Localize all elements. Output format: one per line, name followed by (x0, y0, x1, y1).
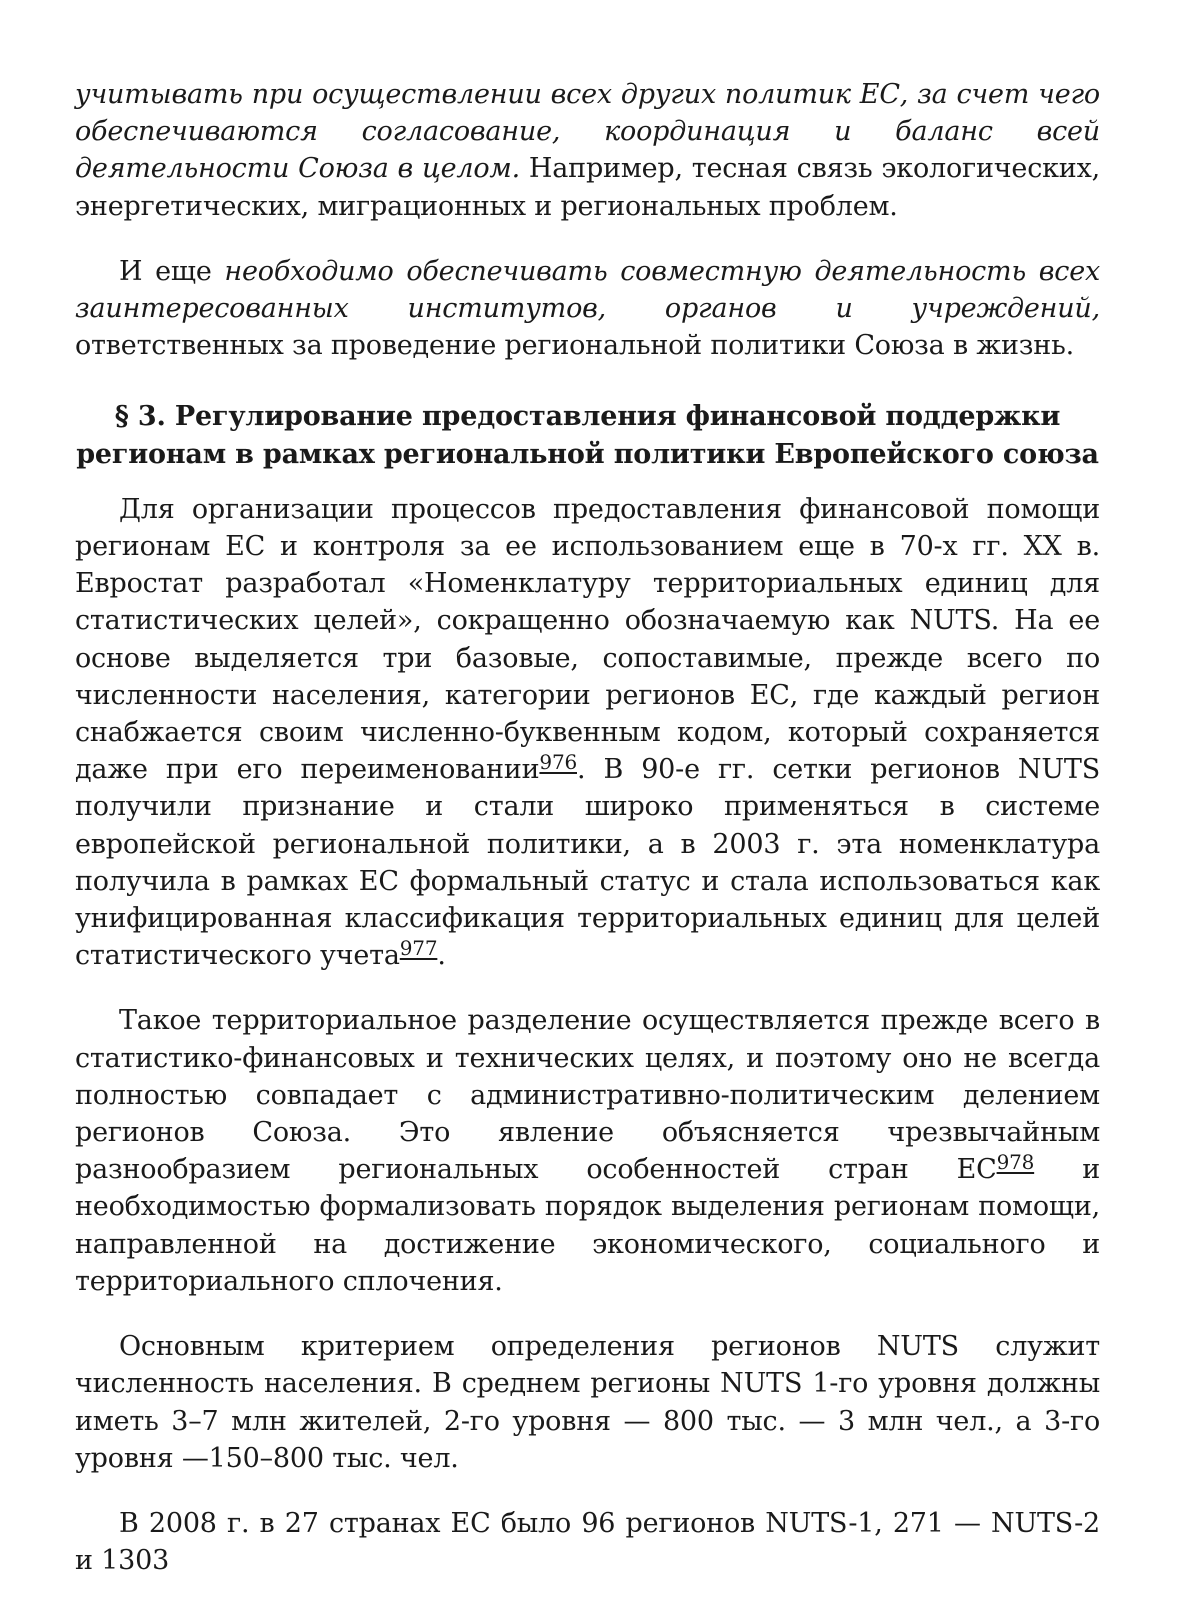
paragraph-text: ответственных за проведение региональной политики Союза в жизнь. (75, 330, 1074, 362)
italic-emphasis: учитывать при осуществлении всех других политик ЕС, за счет чего обеспечиваются согласование, координация и баланс всей деятельности Союза в целом. (75, 79, 1100, 185)
paragraph-text: Для организации процессов предоставления финансовой помощи регионам ЕС и контроля за ее использованием еще в 70-х гг. XX в. Евростат разработал «Номенклатуру территориальных единиц для статистических целей», сокращенно обозначаемую как NUTS. На ее основе выделяется три базовые, сопоставимые, прежде всего по численности населения, категории регионов ЕС, где каждый регион снабжается своим численно-буквенным кодом, который сохраняется даже при его переименовании (75, 493, 1100, 786)
document-page (75, 76, 1100, 1579)
footnote-link-976[interactable]: 976 (539, 750, 577, 775)
paragraph-nuts-counts: В 2008 г. в 27 странах ЕС было 96 регионов NUTS-1, 271 — NUTS-2 и 1303 (75, 1507, 1100, 1577)
paragraph-text: и необходимостью формализовать порядок выделения регионам помощи, направленной на достижение экономического, социального и территориального сплочения. (75, 1154, 1100, 1297)
paragraph-text: . (437, 940, 446, 972)
paragraph-policy-coordination (75, 76, 1100, 225)
paragraph-territorial-division (75, 1002, 1100, 1300)
footnote-link-978[interactable]: 978 (996, 1150, 1035, 1175)
paragraph-joint-activity (75, 253, 1100, 365)
paragraph-text: И еще (119, 255, 225, 287)
paragraph-text: . В 90-е гг. сетки регионов NUTS получили признание и стали широко применяться в системе европейской региональной политики, а в 2003 г. эта номенклатура получила в рамках ЕС формальный статус и стала использоваться как унифицированная классификация территориальных единиц для целей статистического учета (75, 754, 1100, 972)
paragraph-text: Например, тесная связь экологических, энергетических, миграционных и региональных проблем. (75, 153, 1100, 222)
paragraph-population-criterion: Основным критерием определения регионов NUTS служит численность населения. В среднем регионы NUTS 1-го уровня должны иметь 3–7 млн жителей, 2-го уровня — 800 тыс. — 3 млн чел., а 3-го уровня —150–800 тыс. чел. (75, 1331, 1100, 1474)
section-heading-line-2: регионам в рамках региональной политики Европейского союза (76, 438, 1099, 470)
footnote-link-977[interactable]: 977 (399, 936, 438, 961)
italic-emphasis: необходимо обеспечивать совместную деятельность всех заинтересованных институтов, органов и учреждений, (75, 255, 1100, 325)
paragraph-nuts-origin (75, 491, 1100, 975)
section-heading (75, 398, 1100, 472)
section-heading-line-1: § 3. Регулирование предоставления финансовой поддержки (114, 401, 1061, 433)
paragraph-text: Такое территориальное разделение осуществляется прежде всего в статистико-финансовых и технических целях, и поэтому оно не всегда полностью совпадает с административно-политическим делением регионов Союза. Это явление объясняется чрезвычайным разнообразием региональных особенностей стран ЕС (75, 1005, 1100, 1186)
